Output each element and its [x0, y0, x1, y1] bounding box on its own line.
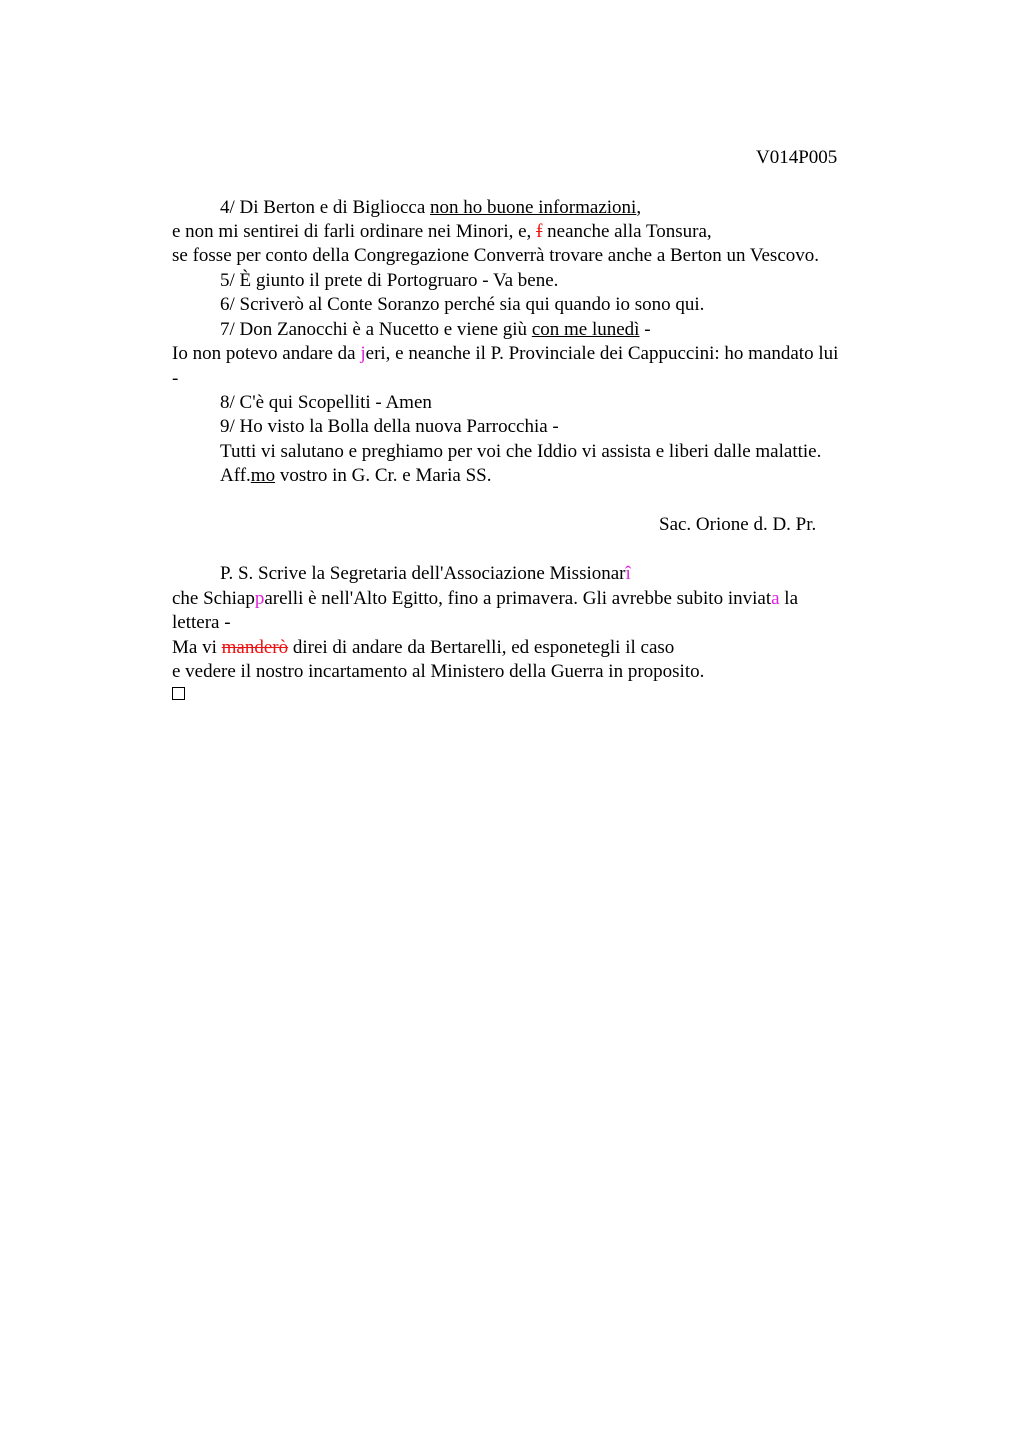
- text: eri, e neanche il P. Provinciale dei Cappuccini: ho mandato lui: [365, 343, 839, 364]
- text: 7/ Don Zanocchi è a Nucetto e viene giù: [220, 319, 532, 340]
- closing-line: [220, 464, 491, 488]
- inserted-letter: p: [254, 588, 265, 609]
- text-line: [172, 587, 798, 611]
- text: ,: [636, 197, 642, 218]
- deleted-text: manderò: [221, 637, 289, 658]
- underlined-text: non ho buone informazioni: [430, 197, 637, 218]
- inserted-letter: î: [625, 563, 631, 584]
- item-4-line: [220, 196, 641, 220]
- text: che Schiap: [172, 588, 255, 609]
- text-line: lettera -: [172, 612, 231, 633]
- text: Aff.: [220, 465, 251, 486]
- text-line: [172, 220, 712, 244]
- inserted-letter: a: [771, 588, 780, 609]
- document-code: V014P005: [756, 147, 838, 168]
- text: 4/ Di Berton e di Bigliocca: [220, 197, 431, 218]
- underlined-text: con me lunedì: [531, 319, 640, 340]
- inserted-letter: j: [360, 343, 366, 364]
- text: Ma vi: [172, 637, 222, 658]
- text: direi di andare da Bertarelli, ed esponetegli il caso: [288, 637, 675, 658]
- item-5-line: 5/ È giunto il prete di Portogruaro - Va bene.: [220, 270, 559, 291]
- deleted-text: f: [536, 221, 543, 242]
- text: Io non potevo andare da: [172, 343, 361, 364]
- greeting-line: Tutti vi salutano e preghiamo per voi che Iddio vi assista e liberi dalle malattie.: [220, 441, 822, 462]
- text: -: [639, 319, 651, 340]
- end-marker-box: [172, 687, 185, 700]
- text: P. S. Scrive la Segretaria dell'Associazione Missionar: [220, 563, 626, 584]
- text-line: se fosse per conto della Congregazione Converrà trovare anche a Berton un Vescovo.: [172, 245, 820, 266]
- signature: Sac. Orione d. D. Pr.: [659, 514, 817, 535]
- text: e non mi sentirei di farli ordinare nei Minori, e,: [172, 221, 537, 242]
- text-line: [172, 636, 674, 660]
- text: neanche alla Tonsura,: [542, 221, 712, 242]
- item-9-line: 9/ Ho visto la Bolla della nuova Parrocchia -: [220, 416, 559, 437]
- item-7-line: [220, 318, 651, 342]
- text-line: e vedere il nostro incartamento al Ministero della Guerra in proposito.: [172, 661, 705, 682]
- text: arelli è nell'Alto Egitto, fino a primavera. Gli avrebbe subito inviat: [264, 588, 772, 609]
- text-line: [172, 342, 838, 366]
- item-6-line: 6/ Scriverò al Conte Soranzo perché sia qui quando io sono qui.: [220, 294, 705, 315]
- text: vostro in G. Cr. e Maria SS.: [275, 465, 492, 486]
- text: la: [779, 588, 799, 609]
- postscript-line: [220, 562, 631, 586]
- underlined-text: mo: [250, 465, 276, 486]
- item-8-line: 8/ C'è qui Scopelliti - Amen: [220, 392, 432, 413]
- text-line: -: [172, 368, 179, 389]
